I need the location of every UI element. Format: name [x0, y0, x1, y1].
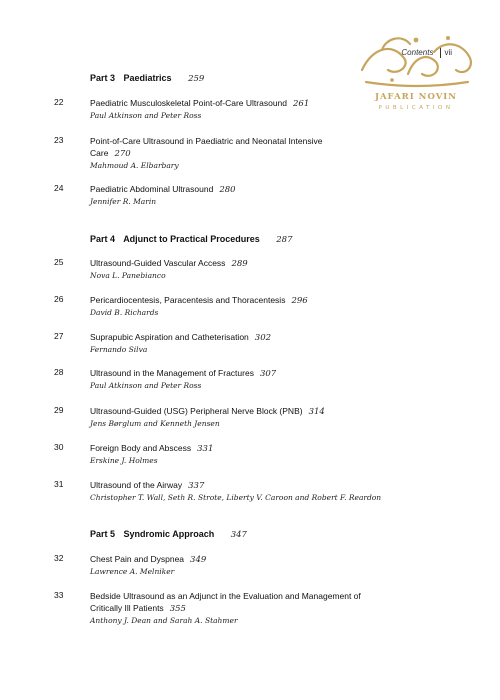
logo-ornament-icon	[352, 30, 480, 92]
chapter-page: 270	[114, 149, 131, 159]
chapter-title-block	[90, 590, 390, 626]
chapter-title: Foreign Body and Abscess	[90, 443, 192, 453]
part-number: Part 5	[90, 529, 116, 539]
chapter-authors: Erskine J. Holmes	[90, 456, 158, 465]
chapter-title: Chest Pain and Dyspnea	[90, 554, 185, 564]
chapter-title-block	[90, 257, 370, 281]
chapter-authors: Christopher T. Wall, Seth R. Strote, Liberty V. Caroon and Robert F. Reardon	[90, 493, 382, 502]
chapter-authors: Fernando Silva	[90, 345, 148, 354]
chapter-page: 355	[169, 604, 186, 614]
chapter-title-block	[90, 97, 370, 121]
chapter-title: Bedside Ultrasound as an Adjunct in the Evaluation and Management of Critically Ill Patients	[90, 591, 361, 613]
chapter-page: 302	[254, 333, 272, 343]
chapter-page: 331	[197, 444, 214, 454]
chapter-number: 27	[54, 331, 64, 341]
chapter-authors: Lawrence A. Melniker	[90, 567, 175, 576]
chapter-title-block	[90, 135, 330, 171]
part-title: Paediatrics	[123, 73, 172, 83]
chapter-number: 28	[54, 367, 64, 377]
part-page: 287	[276, 235, 293, 245]
part-page: 259	[188, 74, 205, 84]
part-page: 347	[230, 530, 247, 540]
chapter-title: Ultrasound-Guided (USG) Peripheral Nerve Block (PNB)	[90, 406, 303, 416]
part-heading-3	[90, 73, 204, 84]
chapter-number: 23	[54, 135, 64, 145]
chapter-page: 296	[291, 296, 308, 306]
chapter-page: 349	[190, 555, 207, 565]
chapter-authors: Paul Atkinson and Peter Ross	[90, 111, 202, 120]
chapter-page: 261	[293, 99, 310, 109]
chapter-page: 314	[308, 407, 325, 417]
chapter-title-block	[90, 479, 390, 503]
chapter-authors: Mahmoud A. Elbarbary	[90, 161, 179, 170]
chapter-title: Ultrasound-Guided Vascular Access	[90, 258, 226, 268]
chapter-number: 31	[54, 479, 64, 489]
chapter-number: 29	[54, 405, 64, 415]
chapter-title: Ultrasound of the Airway	[90, 480, 183, 490]
chapter-authors: Paul Atkinson and Peter Ross	[90, 381, 202, 390]
logo-name: JAFARI NOVIN	[374, 92, 458, 102]
chapter-number: 33	[54, 590, 64, 600]
chapter-authors: Nova L. Panebianco	[90, 271, 166, 280]
chapter-number: 30	[54, 442, 64, 452]
chapter-title-block	[90, 442, 370, 466]
chapter-page: 280	[219, 185, 236, 195]
chapter-authors: David B. Richards	[90, 308, 159, 317]
chapter-page: 337	[188, 481, 205, 491]
header-contents-label: Contents	[401, 48, 434, 57]
chapter-number: 24	[54, 183, 64, 193]
chapter-title-block	[90, 331, 370, 355]
chapter-title: Paediatric Abdominal Ultrasound	[90, 184, 214, 194]
logo-subtitle: PUBLICATION	[378, 105, 454, 111]
chapter-page: 289	[231, 259, 248, 269]
chapter-authors: Jens Børglum and Kenneth Jensen	[90, 419, 220, 428]
chapter-title: Point-of-Care Ultrasound in Paediatric and Neonatal Intensive Care	[90, 136, 323, 158]
chapter-title: Ultrasound in the Management of Fractures	[90, 368, 254, 378]
chapter-number: 25	[54, 257, 64, 267]
part-title: Adjunct to Practical Procedures	[123, 234, 260, 244]
header-page-number: vii	[444, 48, 452, 57]
chapter-title-block	[90, 183, 370, 207]
part-heading-5	[90, 529, 247, 540]
chapter-number: 22	[54, 97, 64, 107]
part-number: Part 3	[90, 73, 116, 83]
chapter-title-block	[90, 294, 370, 318]
chapter-authors: Jennifer R. Marin	[90, 197, 157, 206]
chapter-title: Pericardiocentesis, Paracentesis and Thoracentesis	[90, 295, 286, 305]
chapter-title: Paediatric Musculoskeletal Point-of-Care Ultrasound	[90, 98, 288, 108]
chapter-title-block	[90, 367, 370, 391]
chapter-title: Suprapubic Aspiration and Catheterisation	[90, 332, 249, 342]
part-heading-4	[90, 234, 292, 245]
chapter-authors: Anthony J. Dean and Sarah A. Stahmer	[90, 616, 238, 625]
chapter-title-block	[90, 553, 370, 577]
chapter-number: 32	[54, 553, 64, 563]
part-title: Syndromic Approach	[123, 529, 215, 539]
chapter-page: 307	[259, 369, 277, 379]
chapter-title-block	[90, 405, 370, 429]
chapter-number: 26	[54, 294, 64, 304]
publisher-logo	[352, 30, 480, 120]
part-number: Part 4	[90, 234, 116, 244]
